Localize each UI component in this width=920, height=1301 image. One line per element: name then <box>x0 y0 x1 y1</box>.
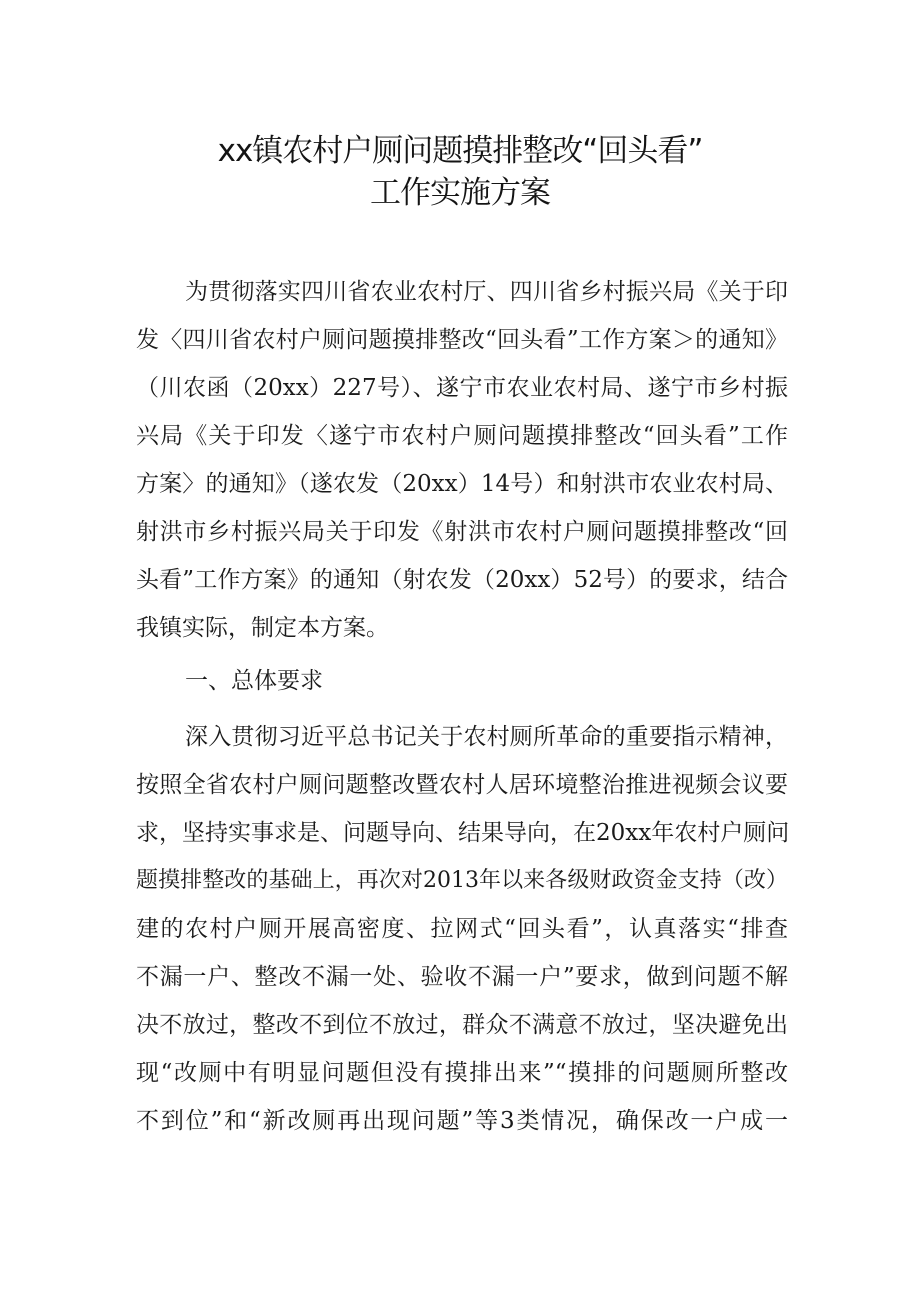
paragraph-1-line-6: 射洪市乡村振兴局关于印发《射洪市农村户厕问题摸排整改“回 <box>136 519 788 545</box>
document-title-line-1: xx镇农村户厕问题摸排整改“回头看” <box>217 133 703 169</box>
paragraph-1-line-1: 为贯彻落实四川省农业农村厅、四川省乡村振兴局《关于印 <box>185 279 788 305</box>
paragraph-2-line-2: 按照全省农村户厕问题整改暨农村人居环境整治推进视频会议要 <box>136 772 788 798</box>
paragraph-1-line-7: 头看”工作方案》的通知（射农发（20xx）52号）的要求，结合 <box>136 567 788 593</box>
paragraph-2-line-6: 不漏一户、整改不漏一处、验收不漏一户”要求，做到问题不解 <box>136 964 788 990</box>
document-title-line-2: 工作实施方案 <box>370 175 550 211</box>
paragraph-1-line-3: （川农函（20xx）227号）、遂宁市农业农村局、遂宁市乡村振 <box>136 375 788 401</box>
paragraph-2-line-8: 现“改厕中有明显问题但没有摸排出来”“摸排的问题厕所整改 <box>136 1060 788 1086</box>
paragraph-1-line-4: 兴局《关于印发〈遂宁市农村户厕问题摸排整改“回头看”工作 <box>136 423 788 449</box>
paragraph-1-line-5: 方案〉的通知》（遂农发（20xx）14号）和射洪市农业农村局、 <box>136 471 788 497</box>
paragraph-2-line-1: 深入贯彻习近平总书记关于农村厕所革命的重要指示精神， <box>185 724 788 750</box>
paragraph-1-line-2: 发〈四川省农村户厕问题摸排整改“回头看”工作方案＞的通知》 <box>136 327 788 353</box>
paragraph-2-line-9: 不到位”和“新改厕再出现问题”等3类情况，确保改一户成一 <box>136 1108 788 1134</box>
section-heading-1: 一、总体要求 <box>185 668 323 694</box>
paragraph-2-line-4: 题摸排整改的基础上，再次对2013年以来各级财政资金支持（改） <box>136 868 788 893</box>
paragraph-2-line-5: 建的农村户厕开展高密度、拉网式“回头看”，认真落实“排查 <box>136 916 788 942</box>
paragraph-2-line-3: 求，坚持实事求是、问题导向、结果导向，在20xx年农村户厕问 <box>136 820 790 846</box>
paragraph-2-line-7: 决不放过，整改不到位不放过，群众不满意不放过，坚决避免出 <box>136 1012 788 1038</box>
paragraph-1-line-8: 我镇实际，制定本方案。 <box>136 615 389 641</box>
